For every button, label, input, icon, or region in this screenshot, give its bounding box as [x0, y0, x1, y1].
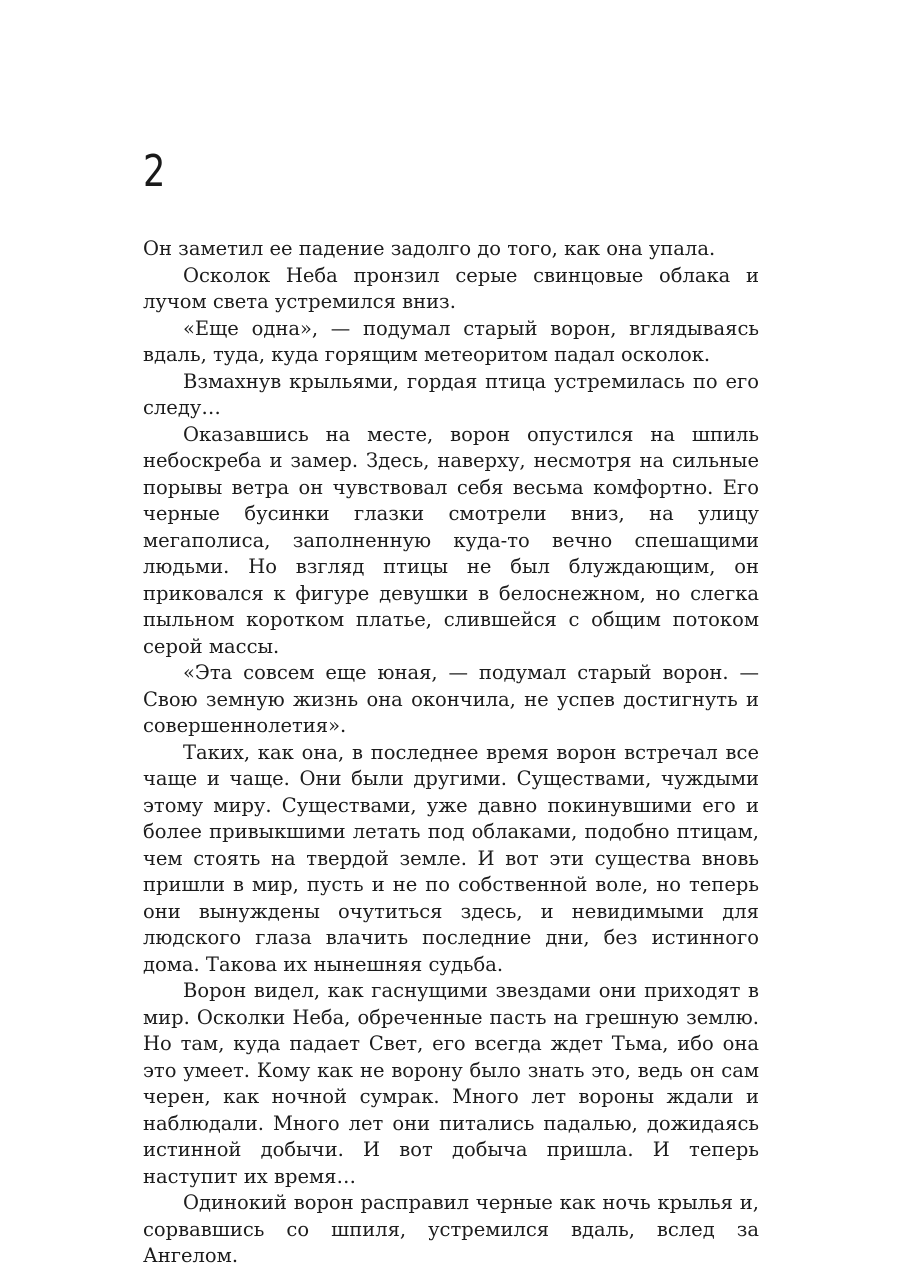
paragraph: Он заметил ее падение задолго до того, как она упала. [143, 237, 716, 260]
chapter-number: 2 [143, 146, 166, 197]
chapter-text [143, 236, 759, 1270]
paragraph: Взмахнув крыльями, гордая птица устремилась по его следу… [143, 369, 759, 419]
paragraph: Осколок Неба пронзил серые свинцовые облака и лучом света устремился вниз. [143, 263, 759, 313]
paragraph: «Еще одна», — подумал старый ворон, вглядываясь вдаль, туда, куда горящим метеоритом падал осколок. [143, 316, 759, 366]
paragraph: Ворон видел, как гаснущими звездами они приходят в мир. Осколки Неба, обреченные пасть на грешную землю. Но там, куда падает Свет, его всегда ждет Тьма, ибо она это умеет. Кому как не ворону было знать это, ведь он сам черен, как ночной сумрак. Много лет вороны ждали и наблюдали. Много лет они питались падалью, дожидаясь истинной добычи. И вот добыча пришла. И теперь наступит их время… [143, 979, 759, 1188]
paragraph: Таких, как она, в последнее время ворон встречал все чаще и чаще. Они были другими. Существами, чуждыми этому миру. Существами, уже давно покинувшими его и более привыкшими летать под облаками, подобно птицам, чем стоять на твердой земле. И вот эти существа вновь пришли в мир, пусть и не по собственной воле, но теперь они вынуждены очутиться здесь, и невидимыми для людского глаза влачить последние дни, без истинного дома. Такова их нынешняя судьба. [143, 740, 759, 976]
paragraph: Оказавшись на месте, ворон опустился на шпиль небоскреба и замер. Здесь, наверху, несмотря на сильные порывы ветра он чувствовал себя весьма комфортно. Его черные бусинки глазки смотрели вниз, на улицу мегаполиса, заполненную куда-то вечно спешащими людьми. Но взгляд птицы не был блуждающим, он приковался к фигуре девушки в белоснежном, но слегка пыльном коротком платье, слившейся с общим потоком серой массы. [143, 422, 759, 658]
paragraph: «Эта совсем еще юная, — подумал старый ворон. — Свою земную жизнь она окончила, не успев достигнуть и совершеннолетия». [143, 661, 759, 737]
paragraph: Одинокий ворон расправил черные как ночь крылья и, сорвавшись со шпиля, устремился вдаль, вслед за Ангелом. [143, 1191, 759, 1267]
